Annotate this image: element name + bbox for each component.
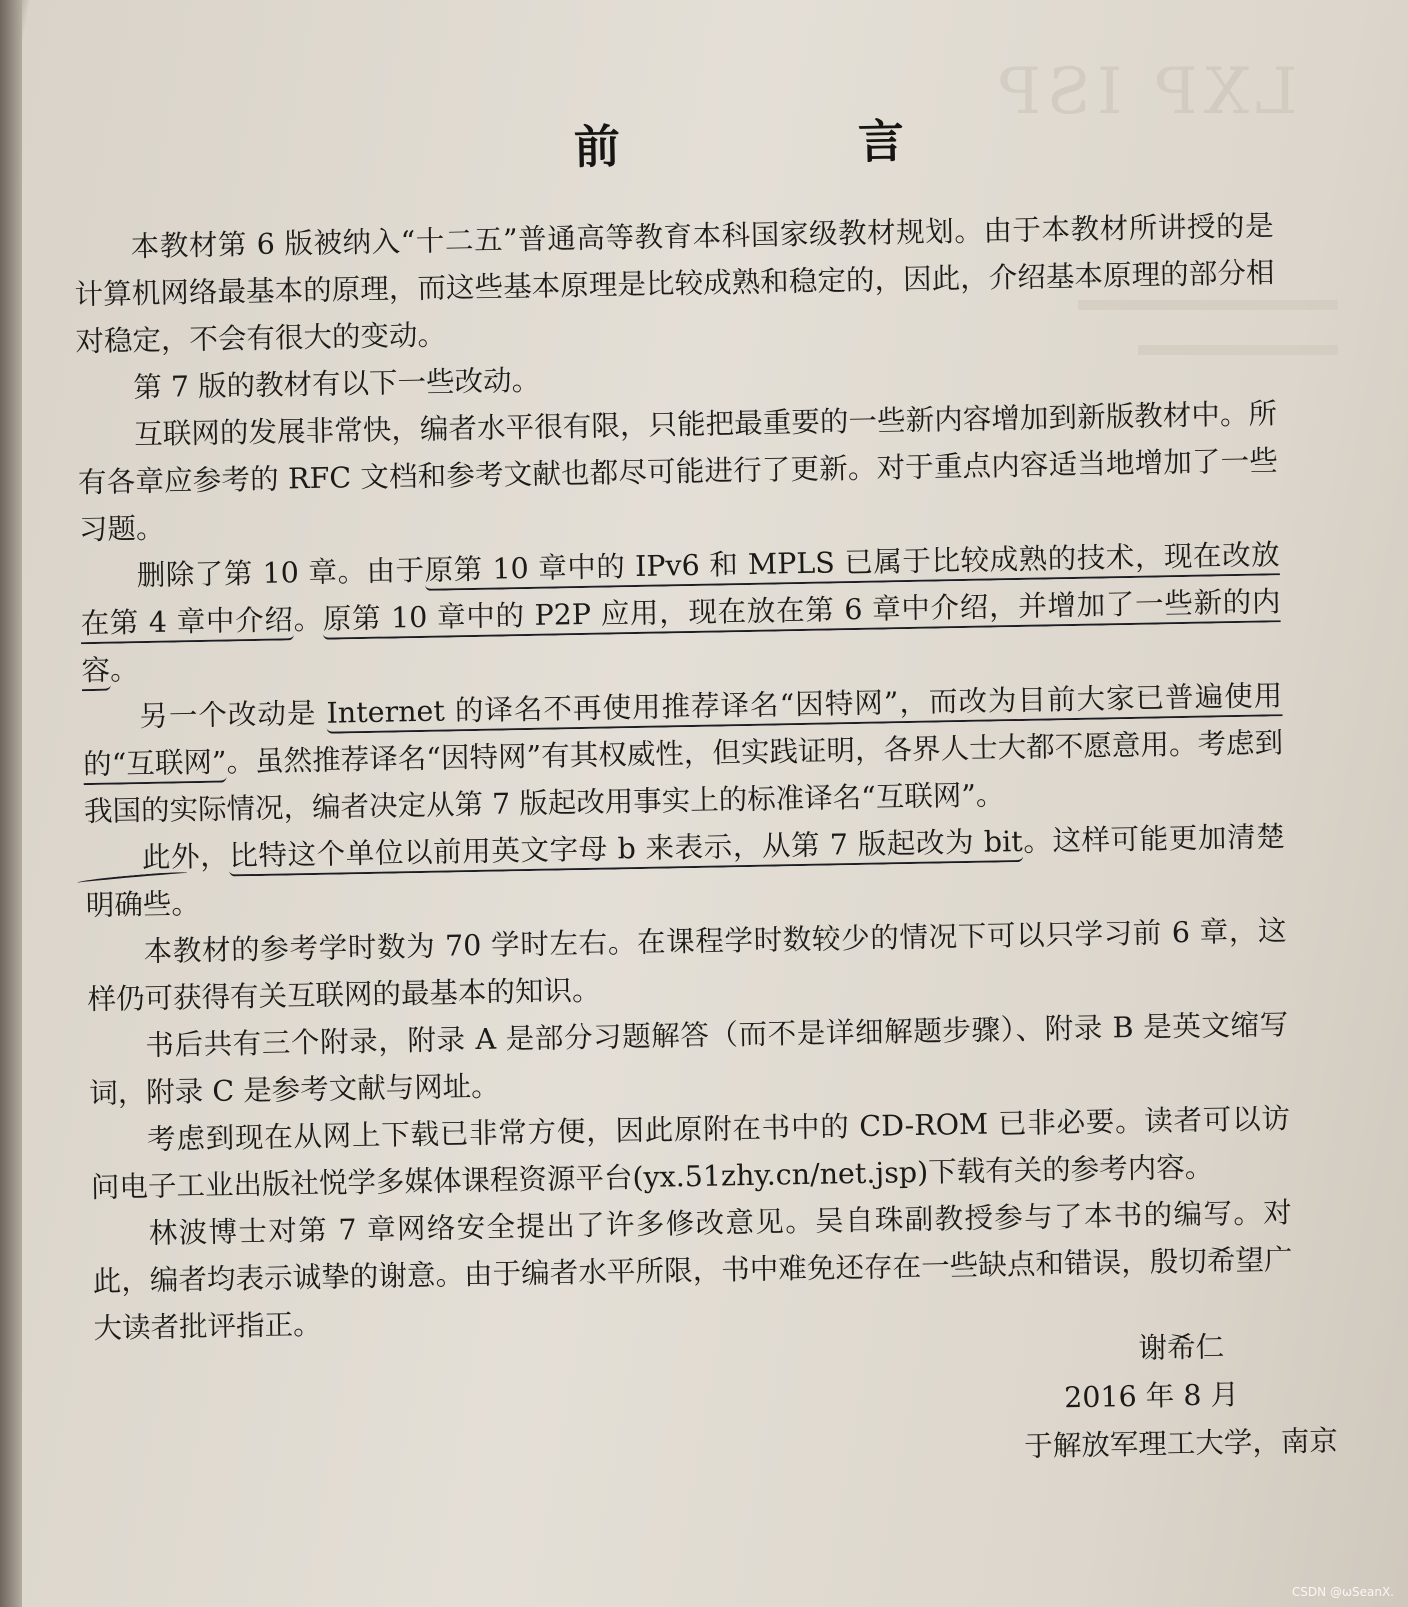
place: 于解放军理工大学，南京 <box>1024 1424 1339 1464</box>
paragraph <box>79 531 1281 694</box>
paragraph: 林波博士对第 7 章网络安全提出了许多修改意见。吴自珠副教授参与了本书的编写。对此，编者均表示诚挚的谢意。由于编者水平所限，书中难免还存在一些缺点和错误，殷切希望广大读者批评指正。 <box>92 1196 1293 1346</box>
paragraph: 本教材第 6 版被纳入“十二五”普通高等教育本科国家级教材规划。由于本教材所讲授的是计算机网络最基本的原理，而这些基本原理是比较成熟和稳定的，因此，介绍基本原理的部分相对稳定，不会有很大的变动。 <box>74 209 1275 359</box>
underlined-text: 原第 10 章中的 IPv6 和 MPLS 已属于比较成熟的技术，现在改放在第 4 章中介绍 <box>80 538 1280 644</box>
paragraph: 书后共有三个附录，附录 A 是部分习题解答（而不是详细解题步骤）、附录 B 是英文缩写词，附录 C 是参考文献与网址。 <box>88 1008 1289 1111</box>
text-run: 删除了第 10 章。由于 <box>136 553 425 593</box>
underlined-text: 比特这个单位以前用英文字母 b 来表示，从第 7 版起改为 bit <box>229 825 1023 877</box>
bleed-through-text: LXP ISP <box>992 55 1298 129</box>
date: 2016 年 8 月 <box>1063 1378 1240 1415</box>
text-run: 。这样可能更加清楚明确些。 <box>85 820 1286 923</box>
paragraph <box>82 672 1284 835</box>
paragraph: 第 7 版的教材有以下一些改动。 <box>133 363 541 405</box>
paragraph: 本教材的参考学时数为 70 学时左右。在课程学时数较少的情况下可以只学习前 6 章，这样仍可获得有关互联网的最基本的知识。 <box>87 914 1287 1017</box>
paragraph: 考虑到现在从网上下载已非常方便，因此原附在书中的 CD-ROM 已非必要。读者可以访问电子工业出版社悦学多媒体课程资源平台(yx.51zhy.cn/net.jsp)下载有关的参考内容。 <box>90 1102 1291 1205</box>
book-page-edge <box>0 0 22 1607</box>
book-page <box>33 0 1372 1607</box>
text-run: 。 <box>293 602 324 637</box>
underlined-text: 原第 10 章中的 P2P 应用，现在放在第 6 章中介绍，并增加了一些新的内容 <box>81 585 1281 691</box>
watermark: CSDN @ωSeanX. <box>1291 1585 1394 1599</box>
text-run: 另一个改动是 <box>139 696 327 734</box>
paragraph: 互联网的发展非常快，编者水平很有限，只能把最重要的一些新内容增加到新版教材中。所有各章应参考的 RFC 文档和参考文献也都尽可能进行了更新。对于重点内容适当地增加了一些习题。 <box>77 397 1279 547</box>
underlined-text: Internet 的译名不再使用推荐译名“因特网”，而改为目前大家已普遍使用的“互联网” <box>83 679 1283 785</box>
author-name: 谢希仁 <box>1138 1330 1225 1365</box>
page-title: 前 言 <box>573 112 1001 175</box>
text-run: 。 <box>109 653 139 687</box>
signature-block <box>1022 1321 1338 1471</box>
text-run: 此外， <box>141 839 230 875</box>
preface-body <box>73 202 1293 1352</box>
text-run: 。虽然推荐译名“因特网”有其权威性，但实践证明，各界人士大都不愿意用。考虑到我国的实际情况，编者决定从第 7 版起改用事实上的标准译名“互联网”。 <box>83 726 1284 829</box>
